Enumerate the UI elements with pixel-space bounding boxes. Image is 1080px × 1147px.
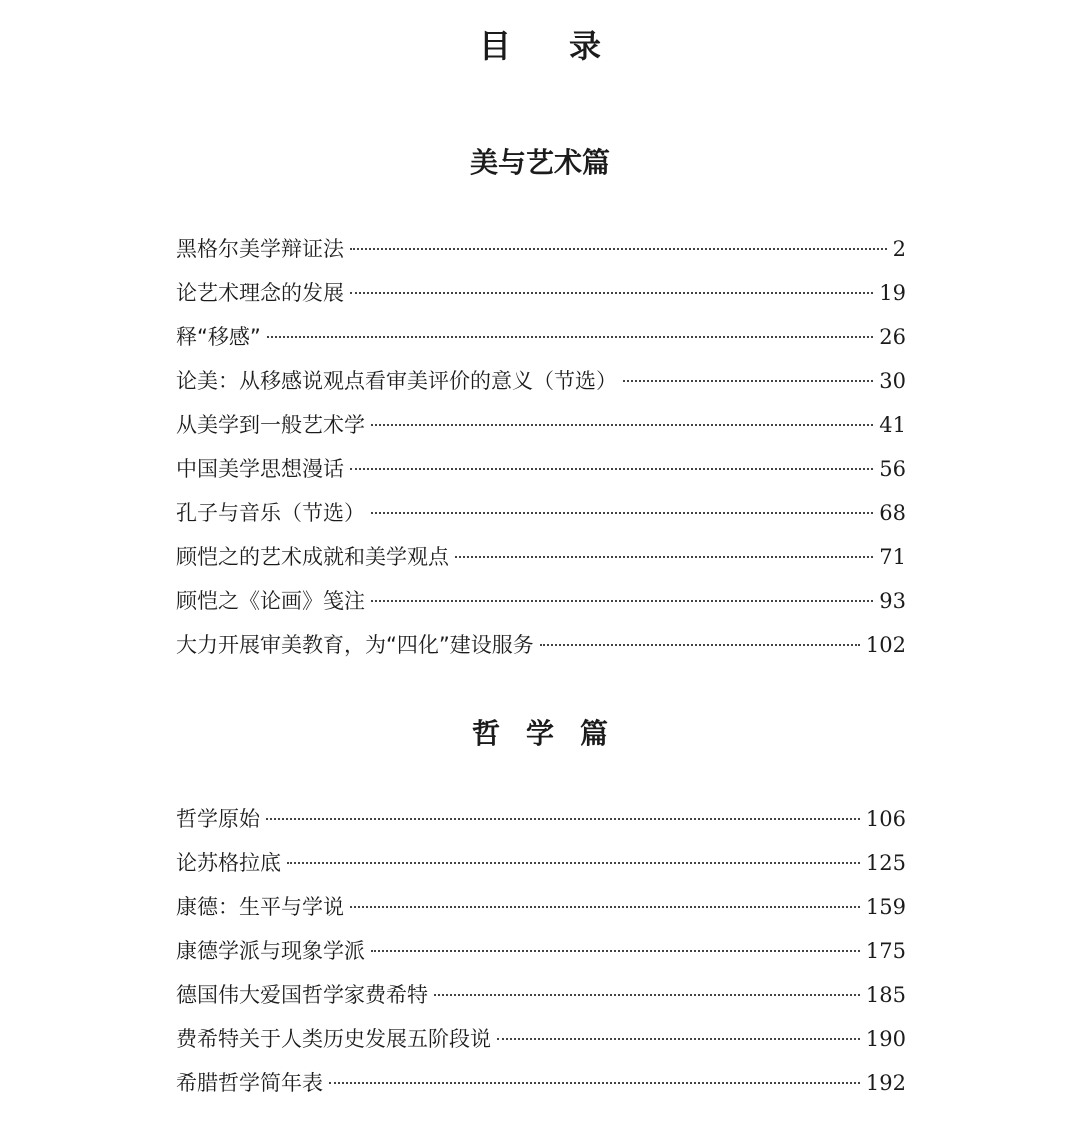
dot-leader xyxy=(623,380,873,382)
toc-entry[interactable] xyxy=(176,586,906,630)
section-title-philosophy: 哲学篇 xyxy=(471,717,634,750)
toc-entry-title: 大力开展审美教育，为“四化”建设服务 xyxy=(176,633,534,657)
dot-leader xyxy=(540,644,860,646)
toc-entry-title: 从美学到一般艺术学 xyxy=(176,413,365,437)
toc-entry[interactable] xyxy=(176,366,906,410)
dot-leader xyxy=(287,862,860,864)
toc-entry-page: 71 xyxy=(879,545,906,569)
toc-entry[interactable] xyxy=(176,234,906,278)
dot-leader xyxy=(497,1038,860,1040)
toc-entry[interactable] xyxy=(176,498,906,542)
toc-entry-page: 106 xyxy=(865,807,906,831)
toc-entry-page: 41 xyxy=(879,413,906,437)
toc-entry[interactable] xyxy=(176,1068,906,1112)
toc-entry-title: 中国美学思想漫话 xyxy=(176,457,344,481)
dot-leader xyxy=(350,906,860,908)
toc-entry-title: 顾恺之的艺术成就和美学观点 xyxy=(176,545,449,569)
toc-entry-title: 论苏格拉底 xyxy=(176,851,281,875)
toc-entry[interactable] xyxy=(176,278,906,322)
toc-entry[interactable] xyxy=(176,980,906,1024)
toc-entry-page: 68 xyxy=(879,501,906,525)
toc-entry-page: 2 xyxy=(892,237,906,261)
dot-leader xyxy=(267,336,874,338)
dot-leader xyxy=(329,1082,860,1084)
dot-leader xyxy=(434,994,860,996)
toc-entry[interactable] xyxy=(176,410,906,454)
dot-leader xyxy=(371,950,860,952)
toc-entry-page: 30 xyxy=(879,369,906,393)
toc-entry[interactable] xyxy=(176,892,906,936)
toc-entry-title: 希腊哲学简年表 xyxy=(176,1071,323,1095)
toc-entry[interactable] xyxy=(176,630,906,674)
dot-leader xyxy=(371,424,873,426)
toc-entry-page: 26 xyxy=(879,325,906,349)
toc-entry-page: 192 xyxy=(865,1071,906,1095)
toc-entry-title: 费希特关于人类历史发展五阶段说 xyxy=(176,1027,491,1051)
toc-entry-title: 德国伟大爱国哲学家费希特 xyxy=(176,983,428,1007)
toc-entry-page: 19 xyxy=(879,281,906,305)
section-title-aesthetics: 美与艺术篇 xyxy=(469,146,610,179)
toc-list-aesthetics xyxy=(176,234,906,674)
dot-leader xyxy=(371,512,873,514)
toc-entry-title: 哲学原始 xyxy=(176,807,260,831)
toc-entry-page: 93 xyxy=(879,589,906,613)
toc-entry-title: 顾恺之《论画》笺注 xyxy=(176,589,365,613)
toc-entry-page: 56 xyxy=(879,457,906,481)
toc-entry[interactable] xyxy=(176,804,906,848)
toc-entry-page: 102 xyxy=(865,633,906,657)
toc-entry[interactable] xyxy=(176,454,906,498)
toc-entry-page: 125 xyxy=(865,851,906,875)
dot-leader xyxy=(371,600,873,602)
toc-list-philosophy xyxy=(176,804,906,1112)
toc-entry[interactable] xyxy=(176,936,906,980)
dot-leader xyxy=(350,468,873,470)
toc-entry[interactable] xyxy=(176,1024,906,1068)
toc-entry-page: 159 xyxy=(865,895,906,919)
toc-entry[interactable] xyxy=(176,322,906,366)
toc-entry-page: 190 xyxy=(865,1027,906,1051)
toc-entry-title: 康德学派与现象学派 xyxy=(176,939,365,963)
dot-leader xyxy=(266,818,860,820)
toc-entry-title: 康德：生平与学说 xyxy=(176,895,344,919)
dot-leader xyxy=(350,248,887,250)
toc-entry-title: 论艺术理念的发展 xyxy=(176,281,344,305)
toc-entry-page: 175 xyxy=(865,939,906,963)
page-title: 目录 xyxy=(478,27,659,65)
toc-entry-title: 黑格尔美学辩证法 xyxy=(176,237,344,261)
dot-leader xyxy=(350,292,873,294)
toc-entry-title: 孔子与音乐（节选） xyxy=(176,501,365,525)
toc-entry-title: 论美：从移感说观点看审美评价的意义（节选） xyxy=(176,369,617,393)
dot-leader xyxy=(455,556,873,558)
toc-entry[interactable] xyxy=(176,542,906,586)
toc-entry-page: 185 xyxy=(865,983,906,1007)
toc-entry-title: 释“移感” xyxy=(176,325,261,349)
toc-entry[interactable] xyxy=(176,848,906,892)
